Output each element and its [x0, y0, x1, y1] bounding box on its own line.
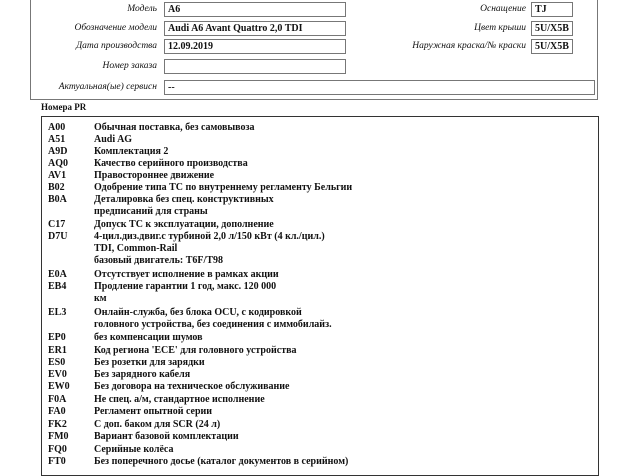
pr-code: EW0 — [48, 381, 70, 392]
pr-code: FK2 — [48, 419, 67, 430]
pr-description: Без договора на техническое обслуживание — [94, 381, 290, 392]
service-field: -- — [164, 80, 595, 95]
designation-field: Audi A6 Avant Quattro 2,0 TDI — [164, 21, 346, 36]
model-field: A6 — [164, 2, 346, 17]
pr-numbers-title: Номера PR — [41, 102, 87, 112]
pr-description: Качество серийного производства — [94, 158, 248, 169]
roof-color-label: Цвет крыши — [474, 23, 526, 33]
pr-description: Онлайн-служба, без блока OCU, с кодировкой головного устройства, без соединения с иммобилайз. — [94, 307, 332, 330]
equipment-field: TJ — [531, 2, 573, 17]
pr-description: Без поперечного досье (каталог документов в серийном) — [94, 456, 349, 467]
pr-code: FM0 — [48, 431, 69, 442]
pr-description: Отсутствует исполнение в рамках акции — [94, 269, 279, 280]
pr-code: D7U — [48, 231, 68, 242]
pr-description: Регламент опытной серии — [94, 406, 213, 417]
pr-description: Деталировка без спец. конструктивных предписаний для страны — [94, 194, 274, 217]
pr-code: FT0 — [48, 456, 66, 467]
production-date-field: 12.09.2019 — [164, 39, 346, 54]
pr-code: B02 — [48, 182, 65, 193]
pr-description: Допуск ТС к эксплуатации, дополнение — [94, 219, 274, 230]
pr-description: Продление гарантии 1 год, макс. 120 000 км — [94, 281, 277, 304]
pr-description: Вариант базовой комплектации — [94, 431, 239, 442]
roof-color-field: 5U/X5B — [531, 21, 573, 36]
exterior-paint-field: 5U/X5B — [531, 39, 573, 54]
pr-code: EB4 — [48, 281, 67, 292]
pr-description: Правостороннее движение — [94, 170, 215, 181]
service-label: Актуальная(ые) сервисн — [58, 82, 157, 92]
pr-description: Код региона 'ECE' для головного устройства — [94, 345, 297, 356]
pr-description: Комплектация 2 — [94, 146, 169, 157]
pr-code: F0A — [48, 394, 67, 405]
pr-code: AV1 — [48, 170, 67, 181]
exterior-paint-label: Наружная краска/№ краски — [412, 41, 526, 51]
pr-code: EV0 — [48, 369, 67, 380]
order-number-label: Номер заказа — [102, 61, 157, 71]
pr-code: ES0 — [48, 357, 66, 368]
designation-label: Обозначение модели — [74, 23, 157, 33]
pr-code: ER1 — [48, 345, 67, 356]
pr-code: C17 — [48, 219, 66, 230]
equipment-label: Оснащение — [480, 4, 526, 14]
pr-description: Одобрение типа ТС по внутреннему регламенту Бельгии — [94, 182, 353, 193]
pr-code: A51 — [48, 134, 66, 145]
pr-code: A9D — [48, 146, 68, 157]
vehicle-info-panel — [30, 0, 598, 100]
pr-numbers-list — [41, 116, 599, 476]
pr-code: FA0 — [48, 406, 66, 417]
pr-description: 4-цил.диз.двиг.с турбиной 2,0 л/150 кВт (4 кл./цил.) TDI, Common-Rail базовый двигатель: T6F/T98 — [94, 231, 325, 266]
pr-description: Без зарядного кабеля — [94, 369, 191, 380]
pr-code: AQ0 — [48, 158, 68, 169]
pr-description: Audi AG — [94, 134, 133, 145]
pr-description: Серийные колёса — [94, 444, 174, 455]
pr-code: A00 — [48, 122, 66, 133]
pr-description: Обычная поставка, без самовывоза — [94, 122, 255, 133]
pr-code: E0A — [48, 269, 67, 280]
pr-code: B0A — [48, 194, 67, 205]
pr-code: FQ0 — [48, 444, 67, 455]
order-number-field — [164, 59, 346, 74]
pr-code: EP0 — [48, 332, 66, 343]
pr-description: Без розетки для зарядки — [94, 357, 205, 368]
pr-description: без компенсации шумов — [94, 332, 203, 343]
pr-description: Не спец. а/м, стандартное исполнение — [94, 394, 265, 405]
pr-code: EL3 — [48, 307, 67, 318]
production-date-label: Дата производства — [76, 41, 157, 51]
pr-description: С доп. баком для SCR (24 л) — [94, 419, 221, 430]
model-label: Модель — [127, 4, 157, 14]
